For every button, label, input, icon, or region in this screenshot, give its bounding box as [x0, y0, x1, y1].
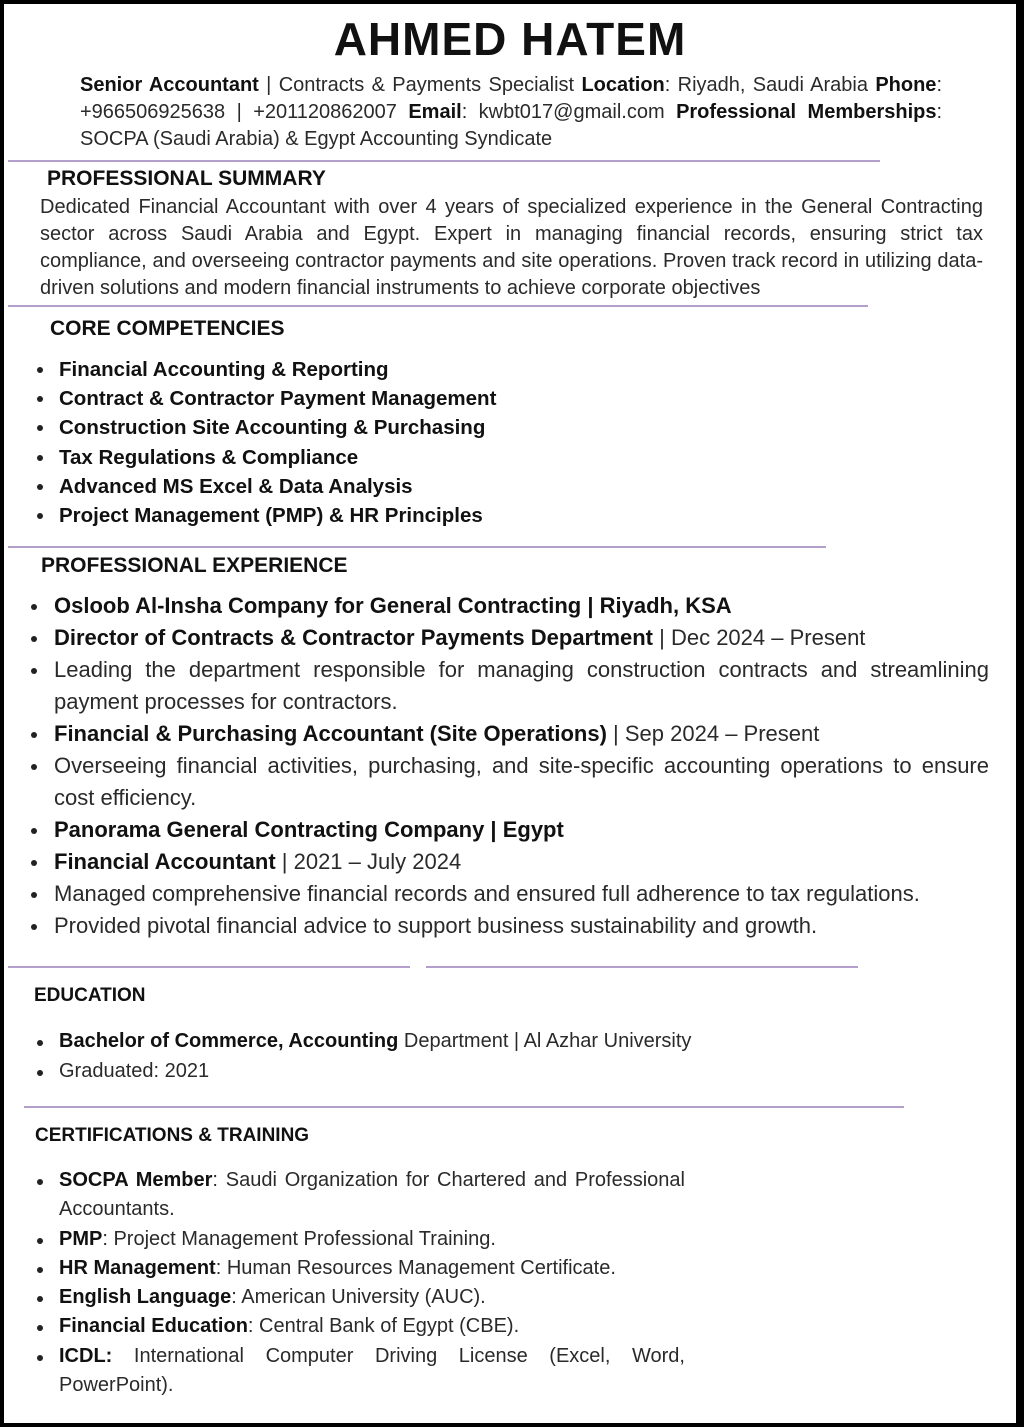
- competencies-heading: CORE COMPETENCIES: [50, 317, 285, 340]
- list-item: HR Management: Human Resources Management Certificate.: [59, 1254, 685, 1283]
- section-divider: [24, 1106, 904, 1108]
- experience-list: [54, 590, 989, 942]
- list-item: Financial Education: Central Bank of Egypt (CBE).: [59, 1312, 685, 1341]
- list-item: [59, 1027, 691, 1057]
- list-item: Advanced MS Excel & Data Analysis: [59, 472, 496, 501]
- experience-heading: PROFESSIONAL EXPERIENCE: [41, 554, 348, 577]
- list-item: Managed comprehensive financial records and ensured full adherence to tax regulations.: [54, 878, 989, 910]
- competencies-list: [59, 355, 496, 530]
- list-item: Graduated: 2021: [59, 1057, 691, 1087]
- resume-page: [4, 4, 1016, 1423]
- role-dates: | Sep 2024 – Present: [606, 721, 820, 746]
- company-name: Osloob Al-Insha Company for General Contracting | Riyadh, KSA: [54, 593, 732, 618]
- list-item: [54, 846, 989, 878]
- education-list: [59, 1027, 691, 1086]
- section-divider: [426, 966, 858, 968]
- list-item: [54, 718, 989, 750]
- separator: |: [266, 74, 272, 96]
- list-item: Tax Regulations & Compliance: [59, 443, 496, 472]
- list-item: [54, 622, 989, 654]
- education-heading: EDUCATION: [34, 985, 146, 1006]
- role-title: Director of Contracts & Contractor Payments Department: [54, 625, 654, 650]
- role-dates: | Dec 2024 – Present: [653, 625, 866, 650]
- role-dates: | 2021 – July 2024: [275, 849, 462, 874]
- memberships-value: : SOCPA (Saudi Arabia) & Egypt Accounting Syndicate: [80, 101, 943, 150]
- degree: Bachelor of Commerce, Accounting: [59, 1030, 399, 1052]
- memberships-label: Professional Memberships: [676, 101, 937, 123]
- location-value: : Riyadh, Saudi Arabia: [664, 74, 868, 96]
- job-subtitle: Contracts & Payments Specialist: [278, 74, 575, 96]
- list-item: Construction Site Accounting & Purchasing: [59, 413, 496, 442]
- certifications-heading: CERTIFICATIONS & TRAINING: [35, 1125, 310, 1146]
- phone-2: +201120862007: [253, 101, 397, 123]
- section-divider: [8, 966, 410, 968]
- email-value: : kwbt017@gmail.com: [461, 101, 665, 123]
- separator: |: [236, 101, 242, 123]
- candidate-name: AHMED HATEM: [333, 13, 687, 65]
- role-title: Financial & Purchasing Accountant (Site Operations): [54, 721, 607, 746]
- email-label: Email: [408, 101, 462, 123]
- list-item: SOCPA Member: Saudi Organization for Chartered and Professional Accountants.: [59, 1166, 685, 1225]
- contact-block: [80, 72, 942, 153]
- job-title: Senior Accountant: [80, 74, 259, 96]
- list-item: [54, 814, 989, 846]
- section-divider: [8, 160, 880, 162]
- list-item: Overseeing financial activities, purchasing, and site-specific accounting operations to ensure cost efficiency.: [54, 750, 989, 814]
- role-title: Financial Accountant: [54, 849, 276, 874]
- certifications-list: [59, 1166, 685, 1400]
- degree-detail: Department | Al Azhar University: [398, 1030, 692, 1052]
- list-item: PMP: Project Management Professional Training.: [59, 1225, 685, 1254]
- list-item: Leading the department responsible for managing construction contracts and streamlining payment processes for contractors.: [54, 654, 989, 718]
- phone-1: : +966506925638: [80, 74, 942, 123]
- list-item: Contract & Contractor Payment Management: [59, 384, 496, 413]
- list-item: Provided pivotal financial advice to support business sustainability and growth.: [54, 910, 989, 942]
- list-item: Financial Accounting & Reporting: [59, 355, 496, 384]
- summary-heading: PROFESSIONAL SUMMARY: [47, 167, 326, 190]
- phone-label: Phone: [875, 74, 937, 96]
- location-label: Location: [581, 74, 665, 96]
- list-item: English Language: American University (AUC).: [59, 1283, 685, 1312]
- summary-text: Dedicated Financial Accountant with over 4 years of specialized experience in the General Contracting sector across Saudi Arabia and Egypt. Expert in managing financial records, ensuring strict tax compliance, and overseeing contractor payments and site operations. Proven track record in utilizing data-driven solutions and modern financial instruments to achieve corporate objectives: [40, 196, 983, 299]
- list-item: [54, 590, 989, 622]
- list-item: ICDL: International Computer Driving License (Excel, Word, PowerPoint).: [59, 1342, 685, 1401]
- company-name: Panorama General Contracting Company | Egypt: [54, 817, 564, 842]
- list-item: Project Management (PMP) & HR Principles: [59, 501, 496, 530]
- section-divider: [8, 546, 826, 548]
- section-divider: [8, 305, 868, 307]
